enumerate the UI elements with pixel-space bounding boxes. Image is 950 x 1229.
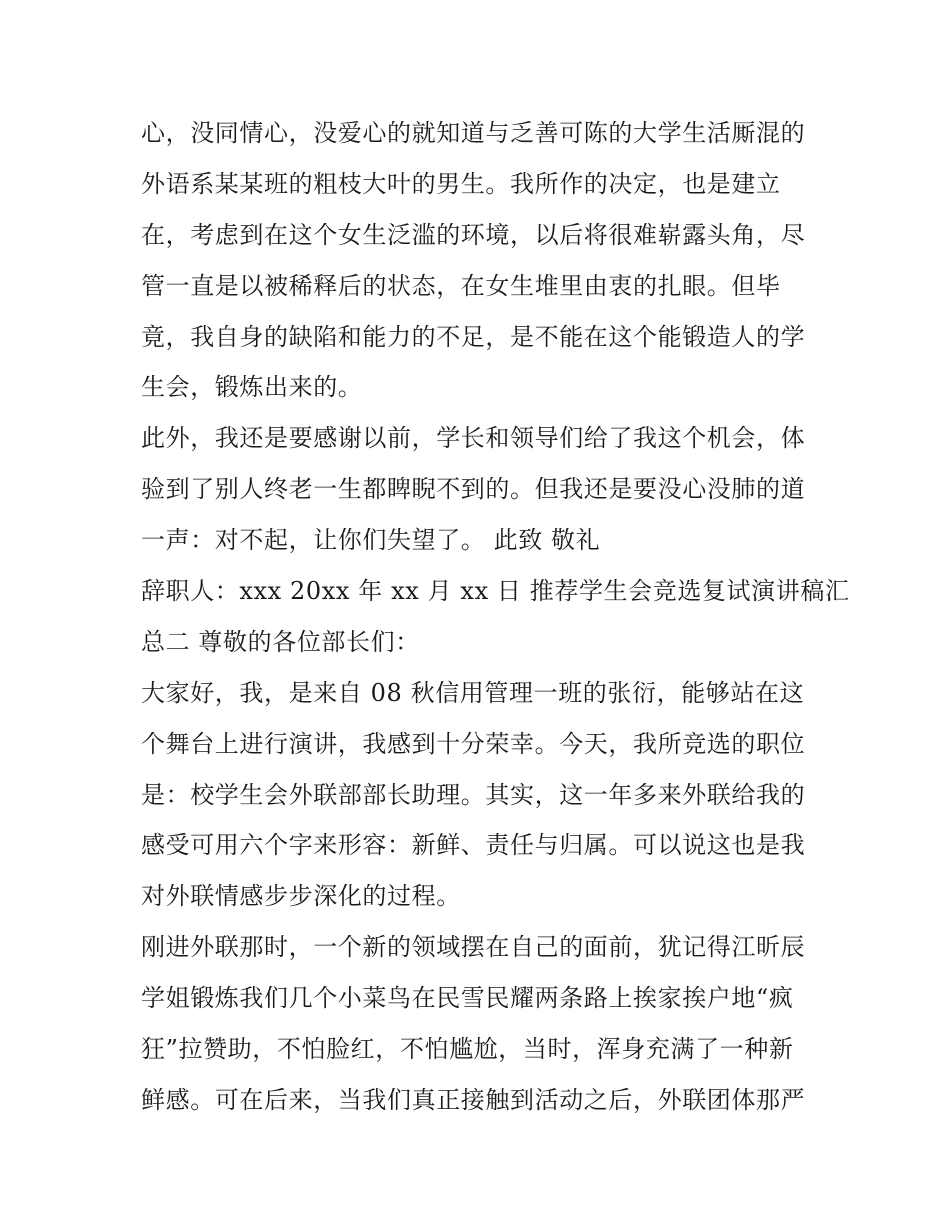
text-line: 对外联情感步步深化的过程。 <box>141 882 461 911</box>
text-line: 是：校学生会外联部部长助理。其实，这一年多来外联给我的 <box>141 780 806 809</box>
text-line: 大家好，我，是来自 08 秋信用管理一班的张衍，能够站在这 <box>141 678 805 707</box>
text-line: 管一直是以被稀释后的状态，在女生堆里由衷的扎眼。但毕 <box>141 271 781 300</box>
text-line: 一声：对不起，让你们失望了。 此致 敬礼 <box>141 526 601 555</box>
text-line: 学姐锻炼我们几个小菜鸟在民雪民耀两条路上挨家挨户地“疯 <box>141 984 794 1013</box>
text-line: 生会，锻炼出来的。 <box>141 373 363 402</box>
text-line: 感受可用六个字来形容：新鲜、责任与归属。可以说这也是我 <box>141 831 806 860</box>
text-line: 总二 尊敬的各位部长们： <box>141 627 420 656</box>
text-line: 辞职人：xxx 20xx 年 xx 月 xx 日 推荐学生会竞选复试演讲稿汇 <box>141 577 850 606</box>
text-line: 竟，我自身的缺陷和能力的不足，是不能在这个能锻造人的学 <box>141 322 806 351</box>
text-line: 个舞台上进行演讲，我感到十分荣幸。今天，我所竞选的职位 <box>141 729 806 758</box>
text-line: 心，没同情心，没爱心的就知道与乏善可陈的大学生活厮混的 <box>141 119 806 147</box>
text-line: 刚进外联那时，一个新的领域摆在自己的面前，犹记得江昕辰 <box>141 933 806 962</box>
text-line: 外语系某某班的粗枝大叶的男生。我所作的决定，也是建立 <box>141 169 781 198</box>
text-line: 此外，我还是要感谢以前，学长和领导们给了我这个机会，体 <box>141 424 806 453</box>
text-line: 在，考虑到在这个女生泛滥的环境，以后将很难崭露头角，尽 <box>141 220 806 249</box>
document-body <box>141 108 850 1126</box>
text-line: 鲜感。可在后来，当我们真正接触到活动之后，外联团体那严 <box>141 1085 806 1114</box>
text-line: 狂”拉赞助，不怕脸红，不怕尴尬，当时，浑身充满了一种新 <box>141 1035 794 1064</box>
text-line: 验到了别人终老一生都睥睨不到的。但我还是要没心没肺的道 <box>141 475 806 504</box>
